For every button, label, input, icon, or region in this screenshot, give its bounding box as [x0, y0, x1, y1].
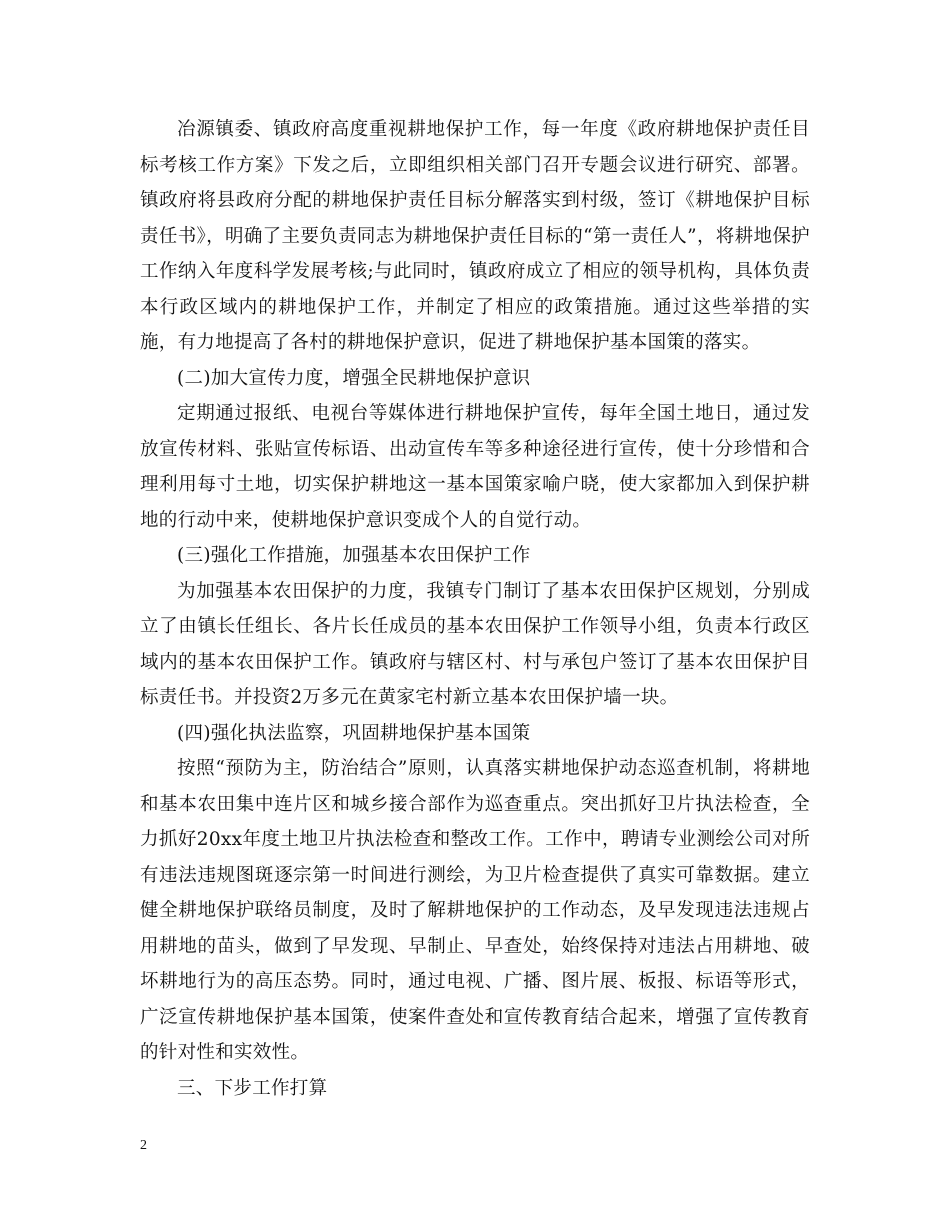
heading-farmland-measures: (三)强化工作措施，加强基本农田保护工作 — [177, 545, 531, 566]
heading-publicity: (二)加大宣传力度，增强全民耕地保护意识 — [177, 367, 531, 389]
paragraph-responsibility: 冶源镇委、镇政府高度重视耕地保护工作，每一年度《政府耕地保护责任目标考核工作方案》下发之后，立即组织相关部门召开专题会议进行研究、部署。镇政府将县政府分配的耕地保护责任目标分解落实到村级，签订《耕地保护目标责任书》，明确了主要负责同志为耕地保护责任目标的“第一责任人”，将耕地保护工作纳入年度科学发展考核;与此同时，镇政府成立了相应的领导机构，具体负责本行政区域内的耕地保护工作，并制定了相应的政策措施。通过这些举措的实施，有力地提高了各村的耕地保护意识，促进了耕地保护基本国策的落实。 — [140, 119, 810, 353]
paragraph-farmland-measures: 为加强基本农田保护的力度，我镇专门制订了基本农田保护区规划，分别成立了由镇长任组长、各片长任成员的基本农田保护工作领导小组，负责本行政区域内的基本农田保护工作。镇政府与辖区村、村与承包户签订了基本农田保护目标责任书。并投资2万多元在黄家宅村新立基本农田保护墙一块。 — [140, 580, 810, 708]
paragraph-publicity: 定期通过报纸、电视台等媒体进行耕地保护宣传，每年全国土地日，通过发放宣传材料、张贴宣传标语、出动宣传车等多种途径进行宣传，使十分珍惜和合理利用每寸土地，切实保护耕地这一基本国策家喻户晓，使大家都加入到保护耕地的行动中来，使耕地保护意识变成个人的自觉行动。 — [140, 403, 810, 531]
paragraph-law-enforcement: 按照“预防为主，防治结合”原则，认真落实耕地保护动态巡查机制，将耕地和基本农田集中连片区和城乡接合部作为巡查重点。突出抓好卫片执法检查，全力抓好20xx年度土地卫片执法检查和整改工作。工作中，聘请专业测绘公司对所有违法违规图斑逐宗第一时间进行测绘，为卫片检查提供了真实可靠数据。建立健全耕地保护联络员制度，及时了解耕地保护的工作动态，及早发现违法违规占用耕地的苗头，做到了早发现、早制止、早查处，始终保持对违法占用耕地、破坏耕地行为的高压态势。同时，通过电视、广播、图片展、板报、标语等形式，广泛宣传耕地保护基本国策，使案件查处和宣传教育结合起来，增强了宣传教育的针对性和实效性。 — [140, 758, 810, 1063]
document-body — [140, 112, 810, 1106]
page-number: 2 — [140, 1138, 147, 1153]
heading-law-enforcement: (四)强化执法监察，巩固耕地保护基本国策 — [177, 722, 531, 744]
heading-next-steps: 三、下步工作打算 — [177, 1077, 328, 1099]
